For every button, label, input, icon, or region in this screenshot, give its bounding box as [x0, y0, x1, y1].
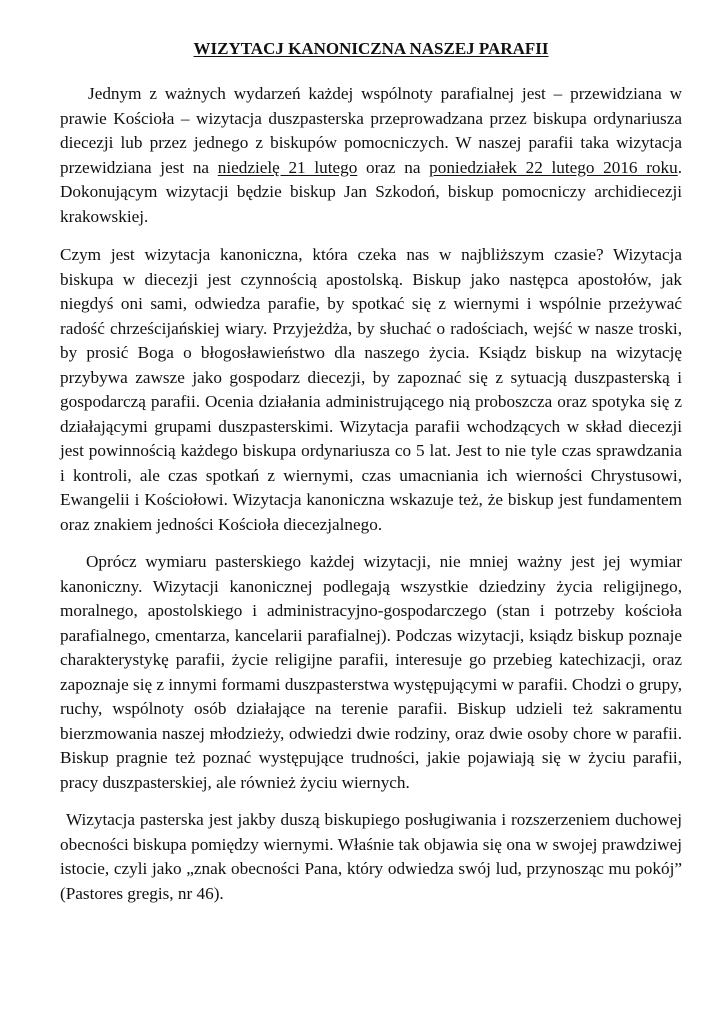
- visit-date-sunday: niedzielę 21 lutego: [217, 157, 358, 177]
- visit-date-monday: poniedziałek 22 lutego 2016 roku: [429, 157, 678, 177]
- document-title: WIZYTACJ KANONICZNA NASZEJ PARAFII: [193, 39, 549, 58]
- intro-text-part3: . Dokonującym wizytacji będzie biskup Jan Szkodoń, biskup pomocniczy archidiecezji krakowskiej.: [60, 157, 682, 226]
- paragraph-intro: [60, 82, 682, 229]
- paragraph-what-is-visitation: Czym jest wizytacja kanoniczna, która czeka nas w najbliższym czasie? Wizytacja biskupa w diecezji jest czynnością apostolską. Biskup jako następca apostołów, jak niegdyś oni sami, odwiedza parafie, by spotkać się z wiernymi i wspólnie przeżywać radość chrześcijańskiej wiary. Przyjeżdża, by słuchać o radościach, wejść w nasze troski, by prosić Boga o błogosławieństwo dla naszego życia. Ksiądz biskup na wizytację przybywa zawsze jako gospodarz diecezji, by zapoznać się z sytuacją duszpasterską i gospodarczą parafii. Ocenia działania administrującego nią proboszcza oraz spotyka się z działającymi grupami duszpasterskimi. Wizytacja parafii wchodzących w skład diecezji jest powinnością każdego biskupa ordynariusza co 5 lat. Jest to nie tyle czas sprawdzania i kontroli, ale czas spotkań z wiernymi, czas umacniania ich wierności Chrystusowi, Ewangelii i Kościołowi. Wizytacja kanoniczna wskazuje też, że biskup jest fundamentem oraz znakiem jedności Kościoła diecezjalnego.: [60, 245, 682, 534]
- paragraph-canonical-dimension: Oprócz wymiaru pasterskiego każdej wizytacji, nie mniej ważny jest jej wymiar kanoniczny. Wizytacji kanonicznej podlegają wszystkie dziedziny życia religijnego, moralnego, apostolskiego i administracyjno-gospodarczego (stan i potrzeby kościoła parafialnego, cmentarza, kancelarii parafialnej). Podczas wizytacji, ksiądz biskup poznaje charakterystykę parafii, życie religijne parafii, interesuje go przebieg katechizacji, oraz zapoznaje się z innymi formami duszpasterstwa występującymi w parafii. Chodzi o grupy, ruchy, wspólnoty osób działające na terenie parafii. Biskup udzieli też sakramentu bierzmowania naszej młodzieży, odwiedzi dwie rodziny, oraz dwie osoby chore w parafii. Biskup pragnie też poznać występujące trudności, jakie pojawiają się w życiu parafii, pracy duszpasterskiej, ale również życiu wiernych.: [60, 552, 682, 792]
- paragraph-pastoral-visit: Wizytacja pasterska jest jakby duszą biskupiego posługiwania i rozszerzeniem duchowej obecności biskupa pomiędzy wiernymi. Właśnie tak objawia się ona w swojej prawdziwej istocie, czyli jako „znak obecności Pana, który odwiedza swój lud, przynosząc mu pokój” (Pastores gregis, nr 46).: [60, 810, 682, 903]
- intro-text-part1: Jednym z ważnych wydarzeń każdej wspólnoty parafialnej jest – przewidziana w prawie Kościoła – wizytacja duszpasterska przeprowadzana przez biskupa ordynariusza diecezji lub przez jednego z biskupów pomocniczych. W naszej parafii taka wizytacja przewidziana jest na: [60, 84, 682, 177]
- document-page: [60, 38, 682, 919]
- intro-text-part2: oraz na: [357, 157, 430, 177]
